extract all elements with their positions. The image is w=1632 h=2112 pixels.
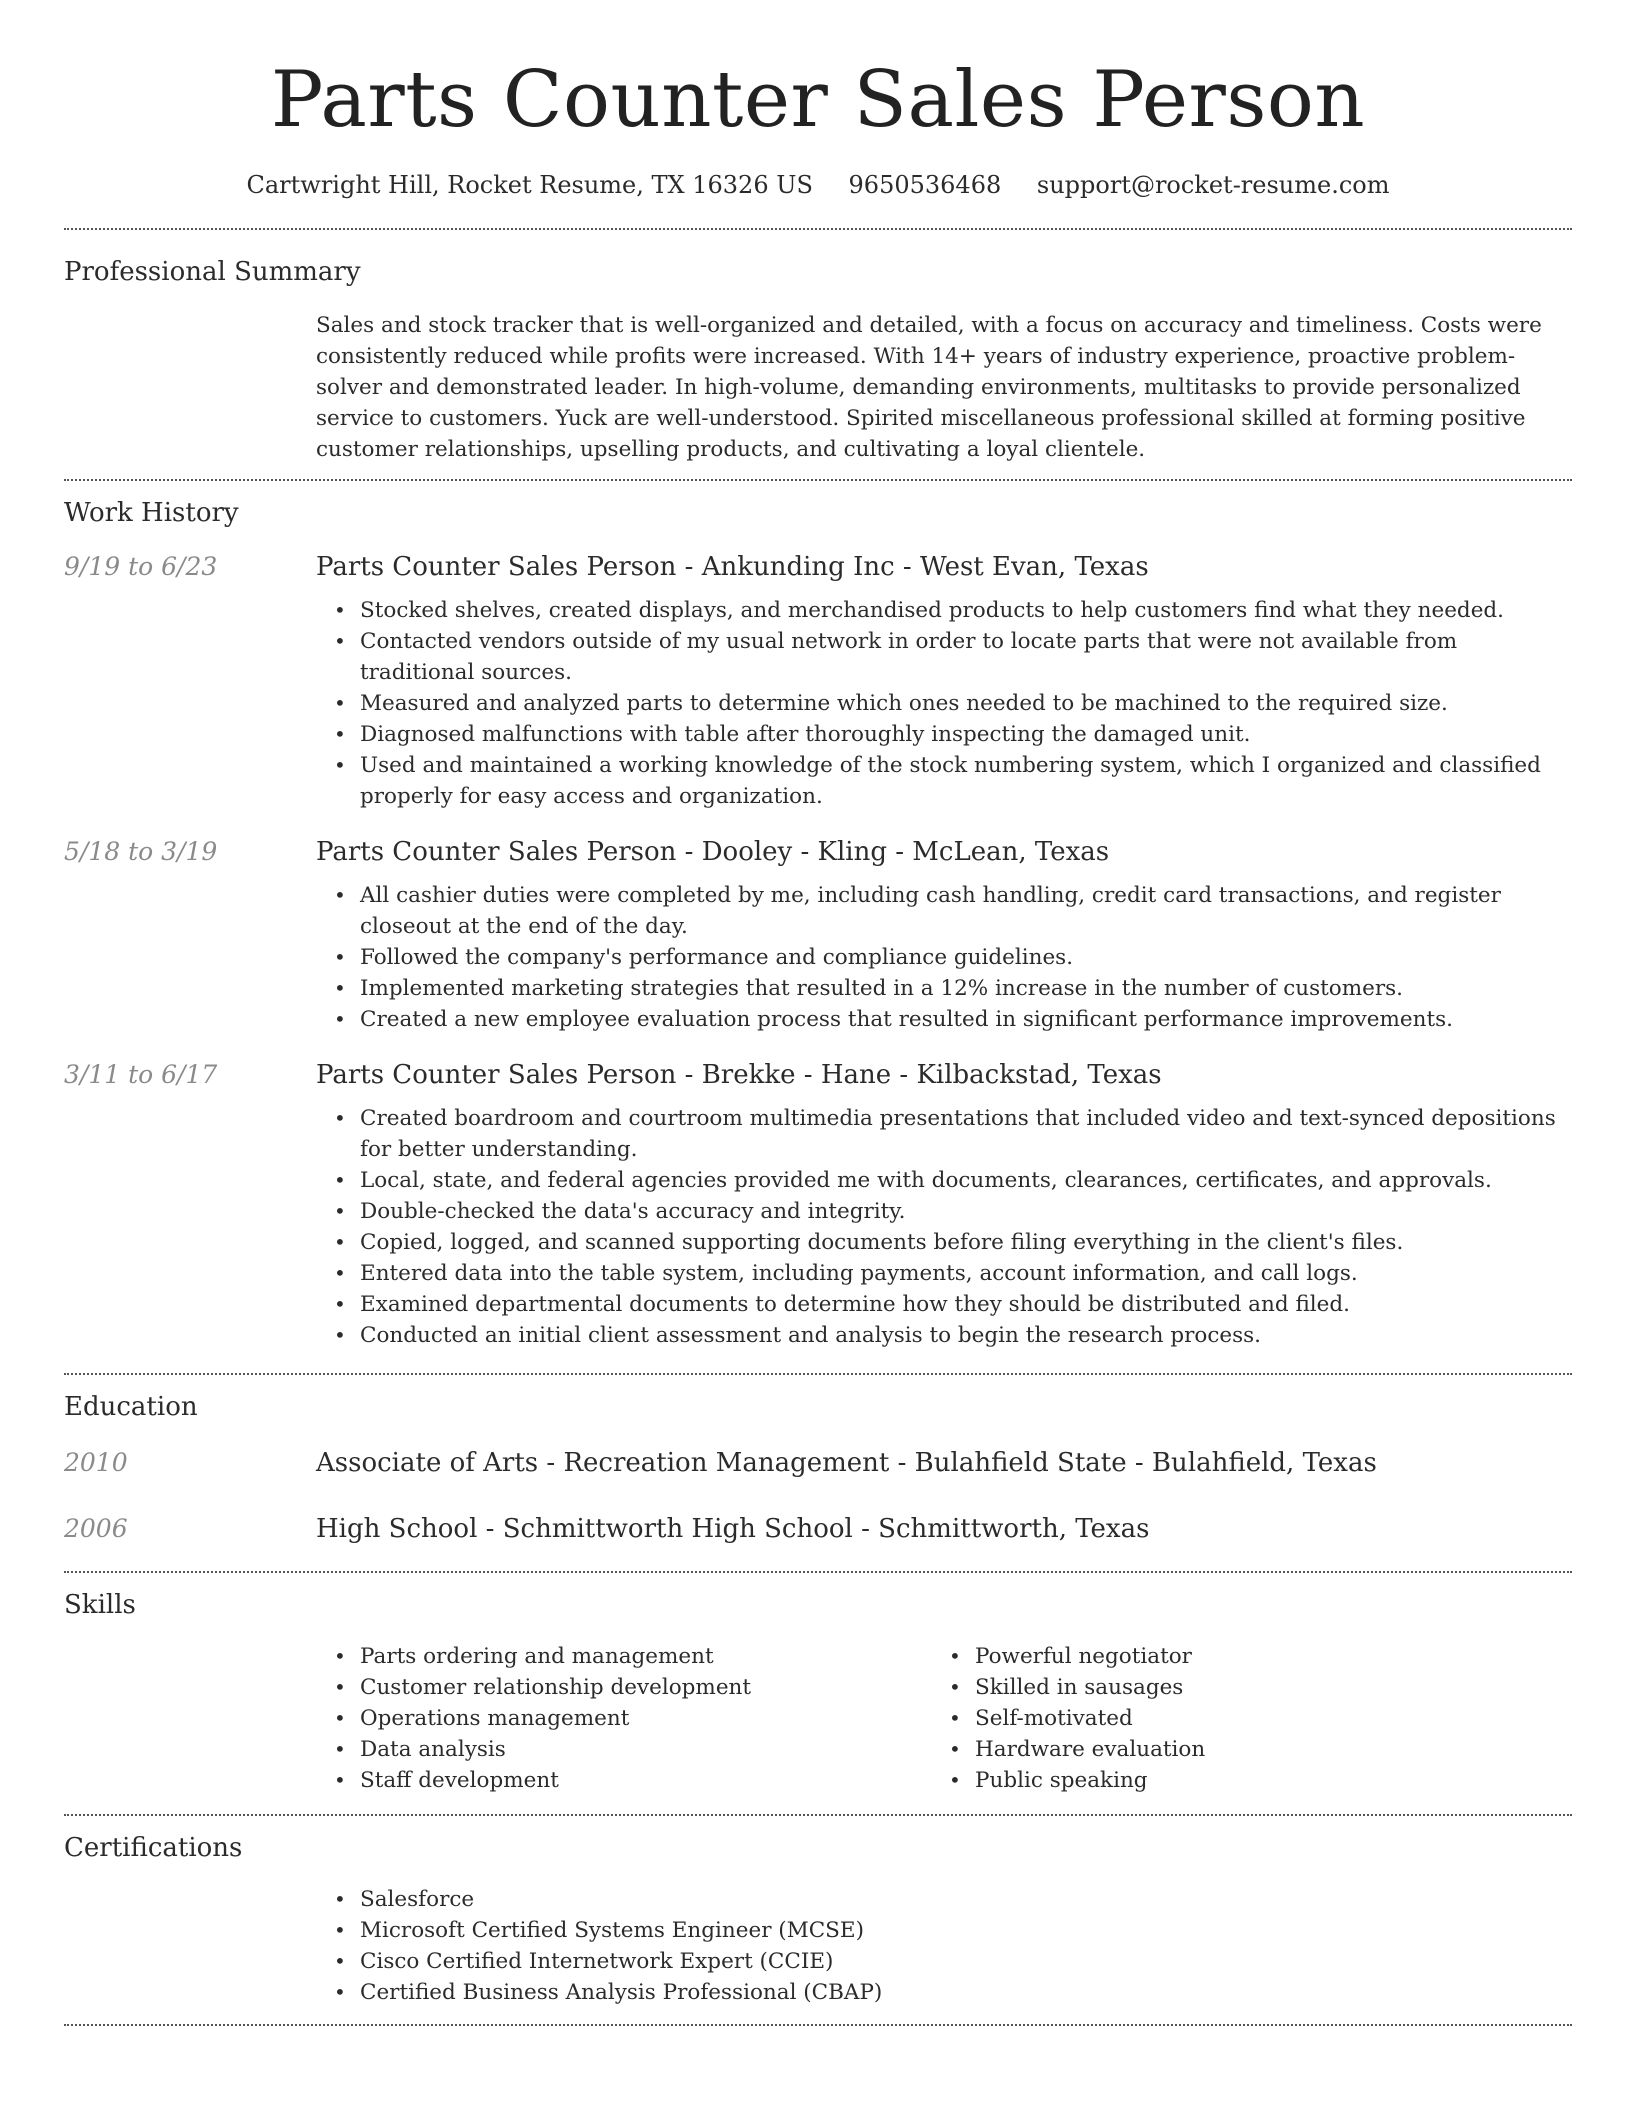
summary-text: Sales and stock tracker that is well-organized and detailed, with a focus on accuracy and timeliness. Costs were consistently reduced while profits were increased. With 14+ years of industry experience, proactive problem-solver and demonstrated leader. In high-volume, demanding environments, multitasks to provide personalized service to customers. Yuck are well-understood. Spirited miscellaneous professional skilled at forming positive customer relationships, upselling products, and cultivating a loyal clientele.: [316, 313, 1542, 462]
skill-item: • Powerful negotiator: [975, 1641, 1546, 1672]
skill-item: • Skilled in sausages: [975, 1672, 1546, 1703]
resume-page: [64, 0, 1572, 2026]
job-bullet: • Entered data into the table system, including payments, account information, and call logs.: [360, 1258, 1572, 1289]
education-heading: Education: [64, 1392, 198, 1422]
certifications-section: [64, 1816, 1572, 2024]
job-bullet: • Followed the company's performance and compliance guidelines.: [360, 942, 1572, 973]
job-dates: 9/19 to 6/23: [64, 552, 218, 581]
skills-list-right: [931, 1641, 1546, 1796]
certifications-heading: Certifications: [64, 1833, 243, 1863]
job-details: [316, 549, 1572, 812]
job-entry: [64, 549, 1572, 812]
education-section: [64, 1375, 1572, 1547]
resume-header: [64, 0, 1572, 202]
candidate-name: Parts Counter Sales Person: [270, 55, 1366, 145]
education-entry: [64, 1511, 1572, 1547]
education-entry: [64, 1445, 1572, 1481]
job-bullet: • All cashier duties were completed by me, including cash handling, credit card transactions, and register closeout at the end of the day.: [360, 880, 1572, 942]
job-bullet: • Measured and analyzed parts to determine which ones needed to be machined to the required size.: [360, 688, 1572, 719]
contact-phone: 9650536468: [848, 171, 1002, 199]
job-bullet: • Implemented marketing strategies that resulted in a 12% increase in the number of customers.: [360, 973, 1572, 1004]
job-bullets: [316, 1103, 1572, 1351]
section-divider: [64, 2024, 1572, 2026]
job-bullet: • Local, state, and federal agencies provided me with documents, clearances, certificates, and approvals.: [360, 1165, 1572, 1196]
job-bullet: • Copied, logged, and scanned supporting documents before filing everything in the client's files.: [360, 1227, 1572, 1258]
education-title: High School - Schmittworth High School - Schmittworth, Texas: [316, 1514, 1150, 1544]
skill-item: • Staff development: [360, 1765, 931, 1796]
jobs-list: [64, 549, 1572, 1351]
skill-item: • Public speaking: [975, 1765, 1546, 1796]
skill-item: • Parts ordering and management: [360, 1641, 931, 1672]
job-bullets: [316, 880, 1572, 1035]
certification-item: • Certified Business Analysis Professional (CBAP): [360, 1977, 1572, 2008]
certification-item: • Salesforce: [360, 1884, 1572, 1915]
skill-item: • Customer relationship development: [360, 1672, 931, 1703]
job-entry: [64, 834, 1572, 1035]
skill-item: • Operations management: [360, 1703, 931, 1734]
certifications-list: [316, 1884, 1572, 2008]
contact-line: [64, 168, 1572, 202]
job-bullet: • Created boardroom and courtroom multimedia presentations that included video and text-synced depositions for better understanding.: [360, 1103, 1572, 1165]
job-bullet: • Examined departmental documents to determine how they should be distributed and filed.: [360, 1289, 1572, 1320]
certification-item: • Microsoft Certified Systems Engineer (MCSE): [360, 1915, 1572, 1946]
contact-address: Cartwright Hill, Rocket Resume, TX 16326 US: [246, 171, 813, 199]
education-details: [316, 1511, 1572, 1547]
certification-item: • Cisco Certified Internetwork Expert (CCIE): [360, 1946, 1572, 1977]
skills-heading: Skills: [64, 1590, 136, 1620]
work-history-heading: Work History: [64, 498, 239, 528]
job-bullet: • Diagnosed malfunctions with table after thoroughly inspecting the damaged unit.: [360, 719, 1572, 750]
job-title: Parts Counter Sales Person - Brekke - Hane - Kilbackstad, Texas: [316, 1060, 1162, 1090]
work-history-section: [64, 481, 1572, 1351]
skills-list-left: [316, 1641, 931, 1796]
job-details: [316, 1057, 1572, 1351]
skill-item: • Data analysis: [360, 1734, 931, 1765]
skill-item: • Hardware evaluation: [975, 1734, 1546, 1765]
job-bullet: • Used and maintained a working knowledge of the stock numbering system, which I organized and classified properly for easy access and organization.: [360, 750, 1572, 812]
education-list: [64, 1445, 1572, 1547]
job-title: Parts Counter Sales Person - Ankunding Inc - West Evan, Texas: [316, 552, 1149, 582]
education-year: 2006: [64, 1514, 128, 1543]
job-bullets: [316, 595, 1572, 812]
education-details: [316, 1445, 1572, 1481]
job-title: Parts Counter Sales Person - Dooley - Kling - McLean, Texas: [316, 837, 1110, 867]
job-bullet: • Created a new employee evaluation process that resulted in significant performance improvements.: [360, 1004, 1572, 1035]
job-details: [316, 834, 1572, 1035]
summary-heading: Professional Summary: [64, 257, 361, 287]
job-bullet: • Conducted an initial client assessment and analysis to begin the research process.: [360, 1320, 1572, 1351]
job-dates: 5/18 to 3/19: [64, 837, 218, 866]
education-year: 2010: [64, 1448, 128, 1477]
job-bullet: • Contacted vendors outside of my usual network in order to locate parts that were not available from traditional sources.: [360, 626, 1572, 688]
skills-section: [64, 1573, 1572, 1814]
job-bullet: • Double-checked the data's accuracy and integrity.: [360, 1196, 1572, 1227]
job-dates: 3/11 to 6/17: [64, 1060, 218, 1089]
contact-email: support@rocket-resume.com: [1036, 171, 1390, 199]
education-title: Associate of Arts - Recreation Management - Bulahfield State - Bulahfield, Texas: [316, 1448, 1377, 1478]
skill-item: • Self-motivated: [975, 1703, 1546, 1734]
job-bullet: • Stocked shelves, created displays, and merchandised products to help customers find what they needed.: [360, 595, 1572, 626]
job-entry: [64, 1057, 1572, 1351]
summary-section: [64, 230, 1572, 479]
